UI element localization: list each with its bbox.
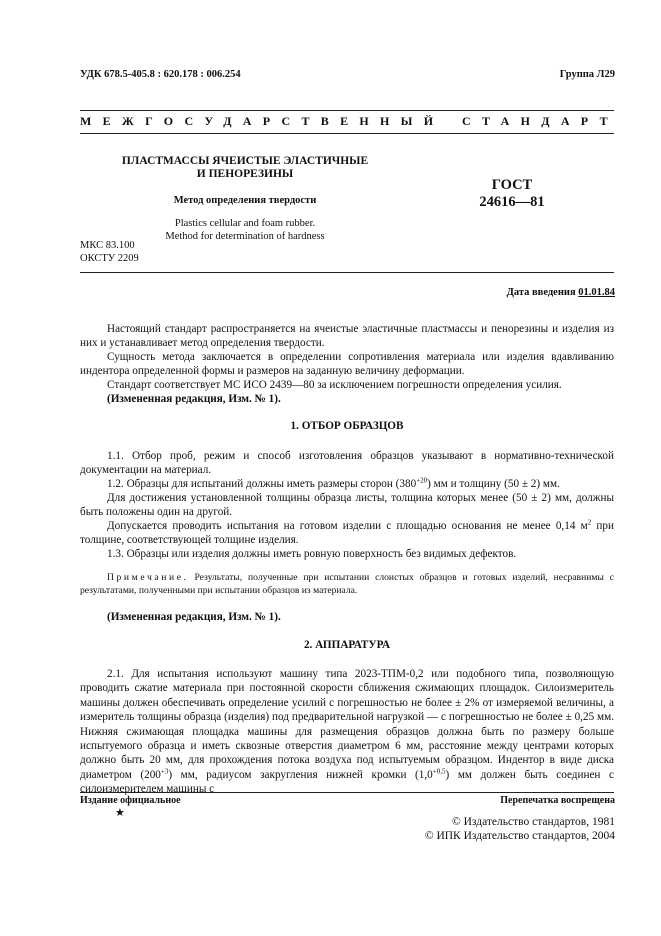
clause-2-1-diameter-tolerance: +3 — [160, 767, 169, 776]
intro-date — [507, 287, 615, 298]
clause-2-1 — [80, 667, 614, 797]
section-2-heading: 2. АППАРАТУРА — [303, 639, 391, 651]
clause-1-2-area-exponent: 2 — [587, 518, 592, 527]
intro-paragraph-2: Сущность метода заключается в определении сопротивления материала или изделия вдавливанию индентора определенной формы и размеров на заданную величину деформации. — [80, 351, 614, 378]
banner-bottom-rule — [80, 133, 614, 134]
note-label: Примечание. — [107, 572, 189, 583]
codes-rule — [80, 272, 614, 273]
clause-1-2-finished-text-a: Допускается проводить испытания на готовом изделии с площадью основания не менее 0,14 м — [107, 520, 588, 532]
intro-date-label: Дата введения — [506, 287, 576, 298]
clause-1-2-finished-text-b: при толщине, соответствующей толщине изделия. — [80, 520, 614, 547]
banner-right: СТАНДАРТ — [462, 114, 619, 128]
udk-code: УДК 678.5-405.8 : 620.178 : 006.254 — [80, 69, 241, 80]
official-edition: Издание официальное — [80, 795, 181, 806]
intro-amendment: (Измененная редакция, Изм. № 1). — [107, 393, 281, 405]
clause-2-1-radius-tolerance: +0,5 — [432, 767, 446, 776]
intro-paragraph-1: Настоящий стандарт распространяется на ячеистые эластичные пластмассы и пенорезины и изделия из них и устанавливает метод определения твердости. — [80, 323, 614, 350]
clause-2-1-text-b: ) мм, радиусом закругления нижней кромки (1,0 — [168, 768, 433, 781]
intro-paragraph-3: Стандарт соответствует МС ИСО 2439—80 за исключением погрешности определения усилия. — [107, 379, 562, 391]
footer-rule — [80, 792, 614, 793]
clause-1-2-finished-product — [80, 519, 614, 548]
clause-1-2-text-b: ) мм и толщину (50 ± 2) мм. — [427, 478, 560, 490]
star-icon: ★ — [115, 807, 125, 819]
english-title-line-2: Method for determination of hardness — [165, 230, 325, 242]
banner — [80, 114, 619, 130]
title-line-2: И ПЕНОРЕЗИНЫ — [196, 168, 294, 180]
copyright-2004: © ИПК Издательство стандартов, 2004 — [424, 830, 615, 842]
clause-2-1-text-c: ) мм должен быть соединен с силоизмерителем машины с — [80, 768, 614, 796]
clause-1-2-tolerance: +20 — [416, 476, 428, 485]
mks-code: МКС 83.100 — [80, 240, 135, 251]
reprint-prohibited: Перепечатка воспрещена — [500, 795, 615, 806]
title-block — [80, 155, 410, 181]
method-title: Метод определения твердости — [173, 195, 317, 206]
clause-1-1: 1.1. Отбор проб, режим и способ изготовления образцов указывают в нормативно-технической документации на материал. — [80, 450, 614, 477]
banner-top-rule — [80, 110, 614, 111]
clause-1-2 — [80, 477, 614, 491]
clause-1-2-text-a: 1.2. Образцы для испытаний должны иметь размеры сторон (380 — [107, 478, 417, 490]
intro-date-value: 01.01.84 — [578, 287, 615, 298]
copyright-block — [425, 815, 615, 843]
section-1-note — [80, 572, 614, 598]
section-1-heading: 1. ОТБОР ОБРАЗЦОВ — [290, 420, 404, 432]
gost-designation — [462, 177, 562, 211]
classification-codes — [80, 240, 139, 265]
clause-1-3: 1.3. Образцы или изделия должны иметь ровную поверхность без видимых дефектов. — [107, 548, 517, 560]
okstu-code: ОКСТУ 2209 — [80, 252, 139, 264]
gost-label: ГОСТ — [491, 177, 533, 193]
note-text: Результаты, полученные при испытании слоистых образцов и готовых изделий, несравнимы с результатами, полученными при испытании образцов из материала. — [80, 572, 614, 596]
group-code: Группа Л29 — [559, 69, 615, 80]
clause-1-2-stacking: Для достижения установленной толщины образца листы, толщина которых менее (50 ± 2) мм, должны быть положены один на другой. — [80, 492, 614, 519]
clause-2-1-text-a: 2.1. Для испытания используют машину типа 2023-ТПМ-0,2 или подобного типа, позволяющую проводить сжатие материала при постоянной скорости сближения сжимающих площадок. Силоизмеритель машины должен обеспечивать определение усилий с погрешностью не более ± 2% от измеряемой величины, а измеритель толщины образца (изделия) под предварительной нагрузкой — с погрешностью не более ± 0,25 мм. Нижняя сжимающая площадка машины для размещения образцов должна быть по размеру больше испытуемого образца и иметь сквозные отверстия диаметром 6 мм, расстояние между центрами которых должно быть 20 мм, для прохождения потока воздуха под испытуемым образцом. Индентор в виде диска диаметром (200 — [80, 668, 614, 781]
title-line-1: ПЛАСТМАССЫ ЯЧЕИСТЫЕ ЭЛАСТИЧНЫЕ — [121, 155, 369, 167]
gost-number: 24616—81 — [479, 194, 545, 210]
english-title-line-1: Plastics cellular and foam rubber. — [174, 218, 316, 229]
copyright-1981: © Издательство стандартов, 1981 — [451, 816, 615, 828]
banner-left: МЕЖГОСУДАРСТВЕННЫЙ — [80, 114, 445, 128]
section-1-amendment: (Измененная редакция, Изм. № 1). — [107, 611, 281, 623]
